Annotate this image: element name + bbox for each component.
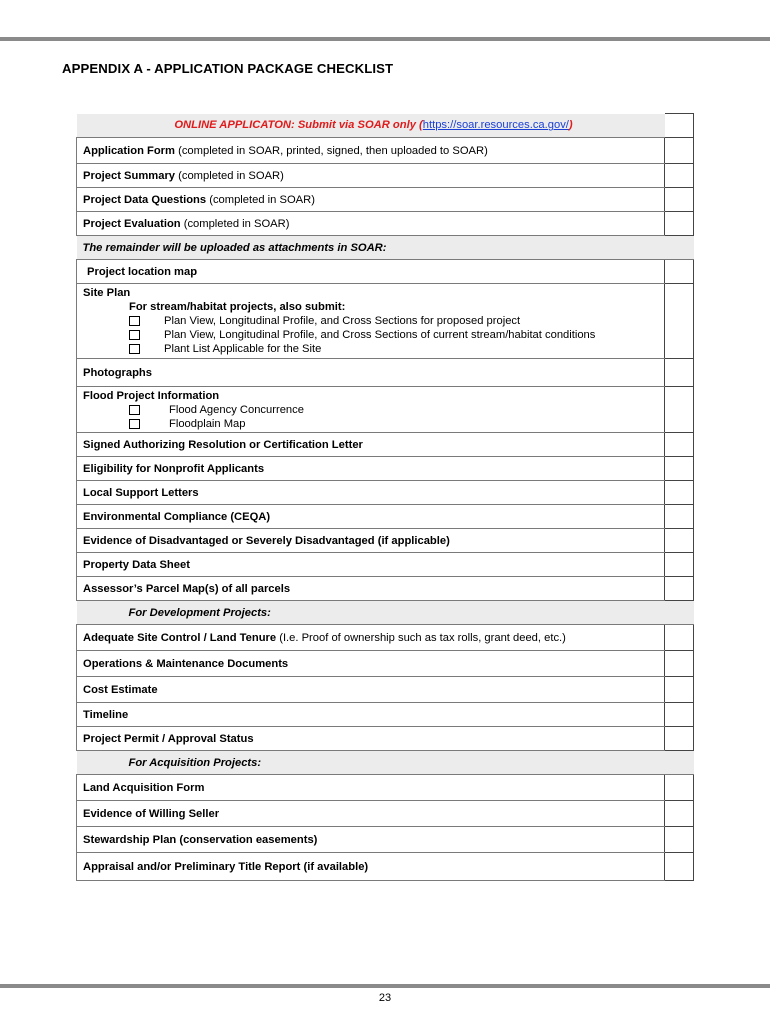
row-label: Local Support Letters [77, 481, 665, 505]
top-rule [0, 37, 770, 41]
online-instruction: ONLINE APPLICATON: Submit via SOAR only (https://soar.resources.ca.gov/) [77, 114, 665, 138]
table-row [77, 260, 694, 284]
site-plan-row [77, 284, 694, 359]
option-checkbox[interactable] [129, 316, 140, 326]
checkbox[interactable] [665, 387, 694, 433]
checkbox[interactable] [665, 284, 694, 359]
row-label: Environmental Compliance (CEQA) [77, 505, 665, 529]
checkbox[interactable] [665, 801, 694, 827]
table-row [77, 677, 694, 703]
flood-cell [77, 387, 665, 433]
table-row [77, 727, 694, 751]
table-row [77, 625, 694, 651]
table-row [77, 433, 694, 457]
checkbox[interactable] [665, 577, 694, 601]
soar-link[interactable]: https://soar.resources.ca.gov/ [422, 119, 569, 132]
online-row [77, 114, 694, 138]
row-label: Project Evaluation (completed in SOAR) [77, 212, 665, 236]
bottom-rule [0, 984, 770, 988]
table-row [77, 505, 694, 529]
table-row [77, 553, 694, 577]
row-label: Evidence of Willing Seller [77, 801, 665, 827]
checkbox[interactable] [665, 359, 694, 387]
site-plan-option: Plan View, Longitudinal Profile, and Cross Sections for proposed project [83, 314, 664, 328]
checkbox[interactable] [665, 677, 694, 703]
table-row [77, 577, 694, 601]
checkbox[interactable] [665, 188, 694, 212]
checkbox[interactable] [665, 853, 694, 881]
checkbox[interactable] [665, 505, 694, 529]
table-row [77, 188, 694, 212]
row-label: Adequate Site Control / Land Tenure (I.e. Proof of ownership such as tax rolls, grant deed, etc.) [77, 625, 665, 651]
table-row [77, 359, 694, 387]
table-row [77, 481, 694, 505]
checkbox[interactable] [665, 457, 694, 481]
site-plan-option: Plan View, Longitudinal Profile, and Cross Sections of current stream/habitat conditions [83, 328, 664, 342]
table-row [77, 775, 694, 801]
remainder-row [77, 236, 694, 260]
row-label: Cost Estimate [77, 677, 665, 703]
checkbox[interactable] [665, 529, 694, 553]
table-row [77, 853, 694, 881]
checkbox[interactable] [665, 212, 694, 236]
page-number: 23 [378, 992, 392, 1004]
checkbox[interactable] [665, 727, 694, 751]
checkbox[interactable] [665, 827, 694, 853]
table-row [77, 529, 694, 553]
row-label: Operations & Maintenance Documents [77, 651, 665, 677]
table-row [77, 703, 694, 727]
checkbox[interactable] [665, 625, 694, 651]
row-label: Property Data Sheet [77, 553, 665, 577]
flood-row [77, 387, 694, 433]
checkbox[interactable] [665, 260, 694, 284]
row-label: Appraisal and/or Preliminary Title Report (if available) [77, 853, 665, 881]
checkbox[interactable] [665, 164, 694, 188]
option-checkbox[interactable] [129, 419, 140, 429]
checkbox[interactable] [665, 703, 694, 727]
table-row [77, 457, 694, 481]
checkbox[interactable] [665, 651, 694, 677]
row-label: Evidence of Disadvantaged or Severely Disadvantaged (if applicable) [77, 529, 665, 553]
table-row [77, 827, 694, 853]
table-row [77, 138, 694, 164]
row-label: Eligibility for Nonprofit Applicants [77, 457, 665, 481]
row-label: Photographs [77, 359, 665, 387]
row-label: Project Data Questions (completed in SOAR) [77, 188, 665, 212]
remainder-header: The remainder will be uploaded as attachments in SOAR: [77, 236, 694, 260]
development-header: For Development Projects: [77, 601, 694, 625]
row-label: Timeline [77, 703, 665, 727]
site-plan-sub: For stream/habitat projects, also submit: [129, 301, 346, 313]
flood-label: Flood Project Information [83, 389, 220, 402]
option-checkbox[interactable] [129, 330, 140, 340]
development-header-row [77, 601, 694, 625]
site-plan-option: Plant List Applicable for the Site [83, 342, 664, 356]
table-row [77, 164, 694, 188]
flood-option: Floodplain Map [83, 417, 664, 431]
table-row [77, 801, 694, 827]
acquisition-header: For Acquisition Projects: [77, 751, 694, 775]
table-row [77, 212, 694, 236]
checkbox[interactable] [665, 433, 694, 457]
option-checkbox[interactable] [129, 344, 140, 354]
row-label: Application Form (completed in SOAR, printed, signed, then uploaded to SOAR) [77, 138, 665, 164]
page-title: APPENDIX A - APPLICATION PACKAGE CHECKLIST [62, 61, 394, 76]
checkbox[interactable] [665, 775, 694, 801]
row-label: Project Summary (completed in SOAR) [77, 164, 665, 188]
option-checkbox[interactable] [129, 405, 140, 415]
site-plan-label: Site Plan [83, 287, 131, 299]
row-label: Stewardship Plan (conservation easements) [77, 827, 665, 853]
site-plan-cell [77, 284, 665, 359]
checkbox[interactable] [665, 553, 694, 577]
checklist-table [76, 113, 694, 881]
checkbox[interactable] [665, 114, 694, 138]
row-label: Land Acquisition Form [77, 775, 665, 801]
checkbox[interactable] [665, 138, 694, 164]
row-label: Assessor’s Parcel Map(s) of all parcels [77, 577, 665, 601]
row-label: Signed Authorizing Resolution or Certification Letter [77, 433, 665, 457]
flood-option: Flood Agency Concurrence [83, 403, 664, 417]
row-label: Project Permit / Approval Status [77, 727, 665, 751]
table-row [77, 651, 694, 677]
acquisition-header-row [77, 751, 694, 775]
checkbox[interactable] [665, 481, 694, 505]
row-label: Project location map [77, 260, 665, 284]
